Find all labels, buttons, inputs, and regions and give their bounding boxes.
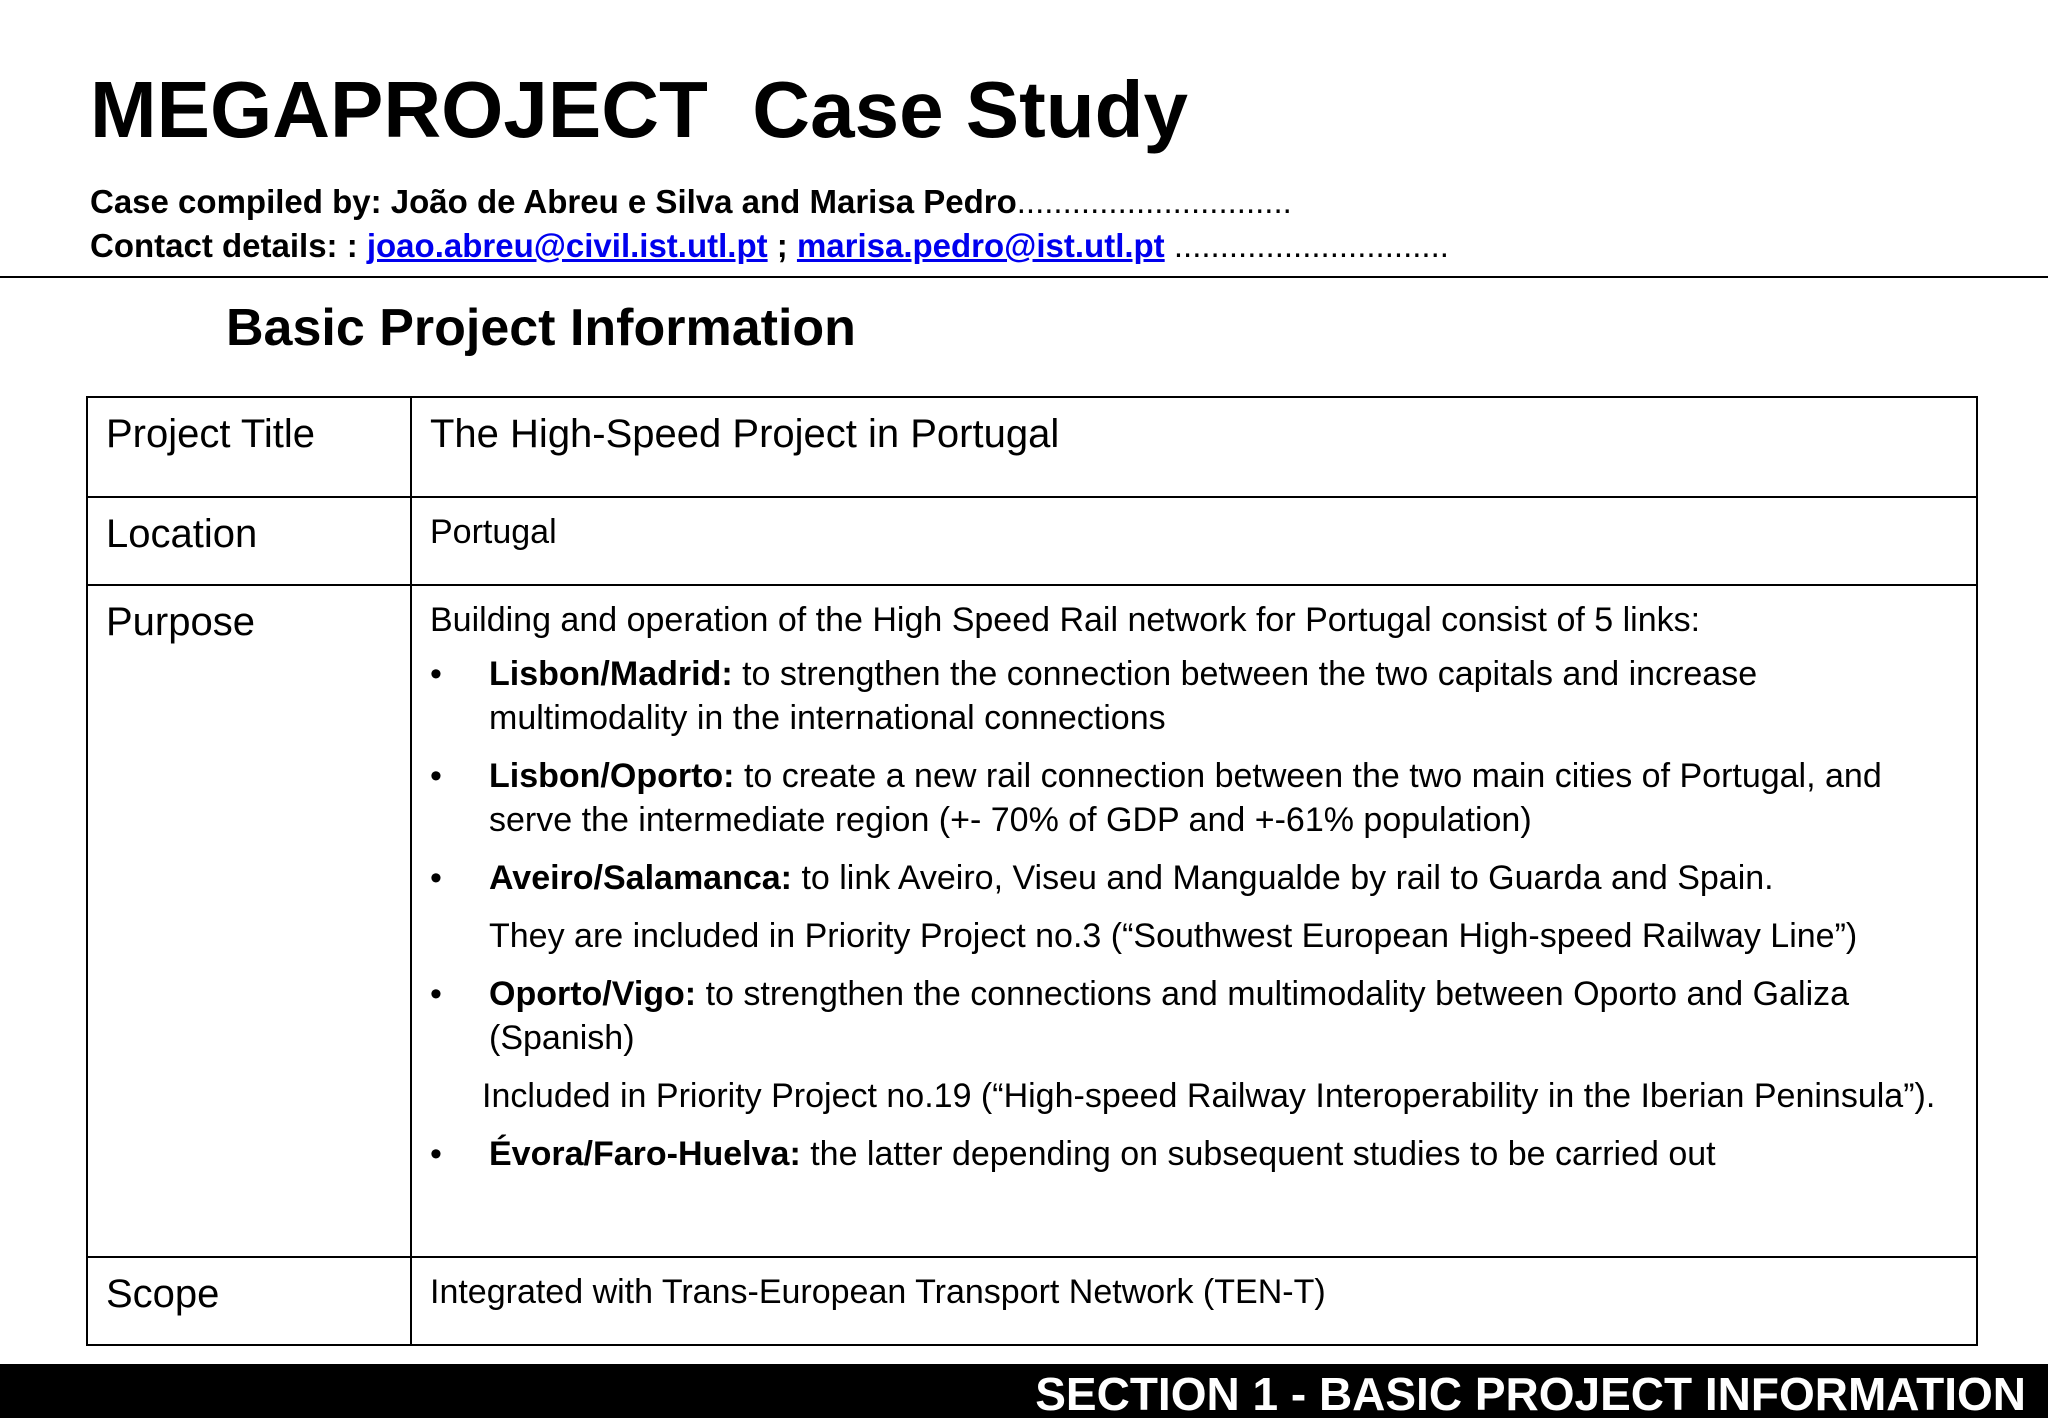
link-name: Oporto/Vigo: <box>489 975 697 1013</box>
contact-dots: .............................. <box>1164 227 1449 264</box>
link-text: to create a new rail connection between the two main cities of Portugal, and serve the intermediate region (+- 70% of GDP and +-61% population) <box>489 757 1882 839</box>
list-item-aveiro-salamanca <box>430 856 1958 900</box>
row-label-scope: Scope <box>87 1257 411 1345</box>
purpose-links-list-2 <box>430 972 1958 1060</box>
list-item-lisbon-madrid <box>430 652 1958 740</box>
row-value-purpose <box>411 585 1977 1257</box>
contact-label: Contact details: : <box>90 227 367 264</box>
table-row-scope <box>87 1257 1977 1345</box>
link-text: to strengthen the connections and multimodality between Oporto and Galiza (Spanish) <box>489 975 1850 1057</box>
list-item-lisbon-oporto <box>430 754 1958 842</box>
bullet-icon: • <box>430 975 442 1013</box>
row-value-project-title: The High-Speed Project in Portugal <box>411 397 1977 497</box>
link-text: to link Aveiro, Viseu and Mangualde by rail to Guarda and Spain. <box>792 859 1774 897</box>
project-info-table <box>86 396 1978 1346</box>
row-label-purpose: Purpose <box>87 585 411 1257</box>
priority-project-3-note: They are included in Priority Project no.3 (“Southwest European High-speed Railway Line”) <box>489 917 1858 955</box>
table-row-location <box>87 497 1977 585</box>
link-name: Lisbon/Oporto: <box>489 757 735 795</box>
footer-section-title: SECTION 1 - BASIC PROJECT INFORMATION <box>1035 1368 2026 1420</box>
link-name: Évora/Faro-Huelva: <box>489 1135 801 1173</box>
header-divider <box>0 276 2048 278</box>
bullet-icon: • <box>430 1135 442 1173</box>
row-label-project-title: Project Title <box>87 397 411 497</box>
email-link-joao[interactable]: joao.abreu@civil.ist.utl.pt <box>366 227 768 264</box>
email-link-marisa[interactable]: marisa.pedro@ist.utl.pt <box>796 227 1165 264</box>
page-title: MEGAPROJECT Case Study <box>90 65 1189 154</box>
table-row-project-title <box>87 397 1977 497</box>
purpose-links-list-3 <box>430 1132 1958 1176</box>
link-text: to strengthen the connection between the two capitals and increase multimodality in the international connections <box>489 655 1758 737</box>
compiled-by-line <box>90 180 1292 224</box>
bullet-icon: • <box>430 859 442 897</box>
list-item-evora-faro-huelva <box>430 1132 1958 1176</box>
compiled-by-label: Case compiled by: João de Abreu e Silva and Marisa Pedro <box>90 183 1017 220</box>
link-name: Aveiro/Salamanca: <box>489 859 792 897</box>
bullet-icon: • <box>430 757 442 795</box>
priority-project-19-note: Included in Priority Project no.19 (“High-speed Railway Interoperability in the Iberian Peninsula”). <box>482 1077 1936 1115</box>
email-separator: ; <box>767 227 797 264</box>
row-value-location: Portugal <box>411 497 1977 585</box>
purpose-links-list <box>430 652 1958 900</box>
bullet-icon: • <box>430 655 442 693</box>
section-footer-bar <box>0 1364 2048 1418</box>
link-name: Lisbon/Madrid: <box>489 655 733 693</box>
purpose-intro: Building and operation of the High Speed Rail network for Portugal consist of 5 links: <box>430 601 1701 639</box>
row-label-location: Location <box>87 497 411 585</box>
link-text: the latter depending on subsequent studies to be carried out <box>800 1135 1716 1173</box>
compiled-by-dots: .............................. <box>1016 183 1292 220</box>
row-value-scope: Integrated with Trans-European Transport Network (TEN-T) <box>411 1257 1977 1345</box>
contact-details-line <box>90 224 1449 268</box>
section-heading: Basic Project Information <box>226 299 856 357</box>
table-row-purpose <box>87 585 1977 1257</box>
list-item-oporto-vigo <box>430 972 1958 1060</box>
